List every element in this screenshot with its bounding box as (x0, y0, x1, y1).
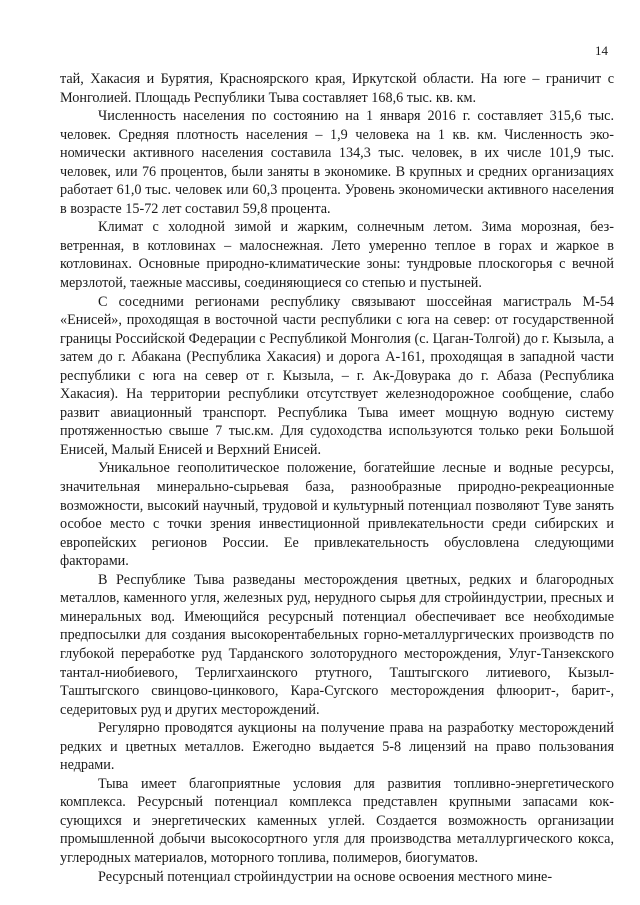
paragraph-transport: С соседними регионами республику связывают шоссейная магистраль М-54 «Енисей», проходящая в восточной части республики с юга на север: от государственной границы Российской Федерации с Республикой Монголия (с. Цаган-Толгой) до г. Кызыла, а затем до г. Абакана (Республика Хакасия) и дорога А-161, проходящая в западной части республики с юга на север от г. Кызыла, – г. Ак-Довурака до г. Абаза (Республика Хакасия). На территории республики отсутствует железнодорожное сообщение, слабо развит авиационный транспорт. Республика Тыва имеет мощную водную систему протяженностью свыше 7 тыс.км. Для судоходства используются только реки Большой Енисей, Малый Енисей и Верхний Енисей. (60, 293, 614, 458)
paragraph-mineral-deposits: В Республике Тыва разведаны месторождения цветных, редких и благородных металлов, каменного угля, железных руд, нерудного сырья для стройиндустрии, пресных и минеральных вод. Имеющийся ресурсный потенциал обеспечивает все необходимые предпосылки для создания высокорентабельных горно-металлургических производств по глубокой переработке руд Тарданского золоторудного месторождения, Улуг-Танзекского тантал-ниобиевого, Терлигхаинского ртутного, Таштыгского литиевого, Кызыл-Таштыгского свинцово-цинкового, Кара-Сугского месторождения флюорит-, барит-, седеритовых руд и других месторождений. (60, 571, 614, 718)
document-body (60, 70, 614, 886)
page-number: 14 (595, 43, 608, 58)
paragraph-geopolitics: Уникальное геополитическое положение, богатейшие лесные и водные ресурсы, значительная минерально-сырьевая база, разнообразные природно-рекреационные возможности, высокий научный, трудовой и культурный потенциал позволяют Туве занять особое место с точки зрения инвестиционной привлекательности среди сибирских и европейских регионов России. Ее привлекательность обусловлена следующими факторами. (60, 460, 614, 570)
paragraph-continuation: тай, Хакасия и Бурятия, Красноярского края, Иркутской области. На юге – граничит с Монголией. Площадь Республики Тыва составляет 168,6 тыс. кв. км. (60, 71, 614, 106)
paragraph-population: Численность населения по состоянию на 1 января 2016 г. составляет 315,6 тыс. человек. Средняя плотность населения – 1,9 человека на 1 кв. км. Численность экономически активного населения составила 134,3 тыс. человек, в их числе 101,9 тыс. человек, или 76 процентов, были заняты в экономике. В крупных и средних организациях работает 61,0 тыс. человек или 60,3 процента. Уровень экономически активного населения в возрасте 15-72 лет составил 59,8 процента. (60, 108, 614, 217)
paragraph-construction: Ресурсный потенциал стройиндустрии на основе освоения местного мине- (98, 868, 553, 885)
paragraph-auctions: Регулярно проводятся аукционы на получение права на разработку месторождений редких и цветных металлов. Ежегодно выдается 5-8 лицензий на право пользования недрами. (60, 720, 614, 774)
paragraph-climate: Климат с холодной зимой и жарким, солнечным летом. Зима морозная, безветренная, в котловинах – малоснежная. Лето умеренно теплое в горах и жаркое в котловинах. Основные природно-климатические зоны: тундровые плоскогорья с вечной мерзлотой, таежные массивы, соединяющиеся со степью и пустыней. (60, 219, 614, 292)
paragraph-fuel-energy: Тыва имеет благоприятные условия для развития топливно-энергетического комплекса. Ресурсный потенциал комплекса представлен крупными запасами коксующихся и энергетических каменных углей. Создается возможность организации промышленной добычи высокосортного угля для производства металлургического кокса, углеродных материалов, моторного топлива, полимеров, биогуматов. (60, 775, 614, 866)
